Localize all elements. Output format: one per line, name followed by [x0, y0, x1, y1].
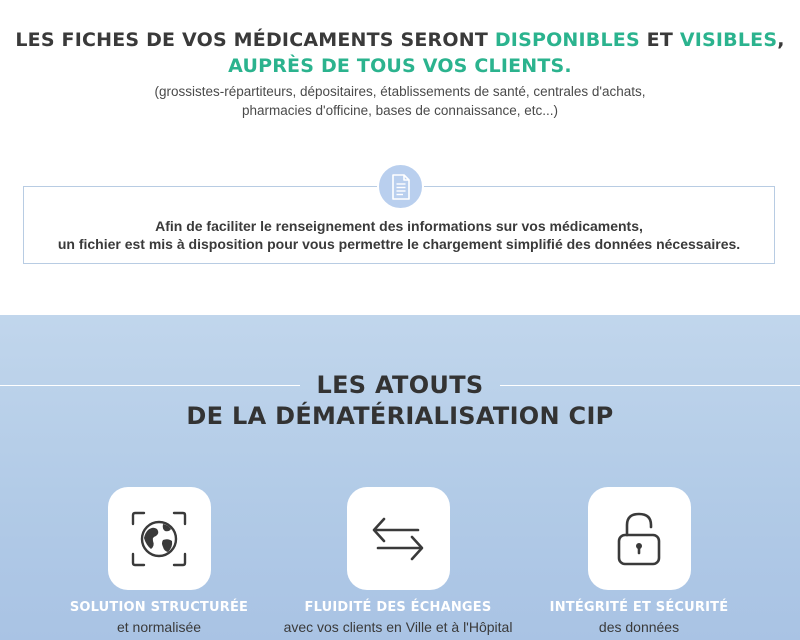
exchange-arrows-icon [347, 487, 450, 590]
info-text-line-2: un fichier est mis à disposition pour vous permettre le chargement simplifié des données nécessaires. [57, 236, 741, 252]
document-icon [377, 163, 424, 210]
feature-title: SOLUTION STRUCTURÉE [69, 600, 249, 615]
headline-line-1 [0, 27, 800, 53]
feature-exchange-fluidity [278, 487, 518, 637]
feature-subtitle: avec vos clients en Ville et à l'Hôpital [283, 619, 513, 635]
feature-title: INTÉGRITÉ ET SÉCURITÉ [549, 600, 729, 615]
padlock-icon [588, 487, 691, 590]
feature-title: FLUIDITÉ DES ÉCHANGES [304, 600, 492, 615]
atouts-section [0, 315, 800, 640]
feature-structured-solution [39, 487, 279, 637]
info-text-line-1: Afin de faciliter le renseignement des informations sur vos médicaments, [155, 218, 643, 234]
availability-section [0, 0, 800, 315]
atouts-title-line-1: LES ATOUTS [316, 371, 484, 399]
headline-highlight-disponibles: DISPONIBLES [494, 29, 640, 51]
clients-list [0, 82, 800, 120]
globe-scan-icon [108, 487, 211, 590]
atouts-title [0, 370, 800, 432]
headline-comma: , [777, 29, 785, 51]
clients-list-line-2: pharmacies d'officine, bases de connaissance, etc...) [241, 103, 558, 118]
clients-list-line-1: (grossistes-répartiteurs, dépositaires, établissements de santé, centrales d'achats, [154, 84, 646, 99]
feature-subtitle: et normalisée [116, 619, 202, 635]
info-text [24, 217, 774, 253]
feature-subtitle: des données [598, 619, 680, 635]
headline-text: LES FICHES DE VOS MÉDICAMENTS SERONT [15, 29, 495, 51]
headline-highlight-visibles: VISIBLES [679, 29, 778, 51]
headline-text-et: ET [639, 29, 680, 51]
atouts-title-line-2: DE LA DÉMATÉRIALISATION CIP [186, 402, 614, 430]
headline [0, 27, 800, 79]
headline-line-2: AUPRÈS DE TOUS VOS CLIENTS. [228, 55, 572, 77]
feature-integrity-security [519, 487, 759, 637]
